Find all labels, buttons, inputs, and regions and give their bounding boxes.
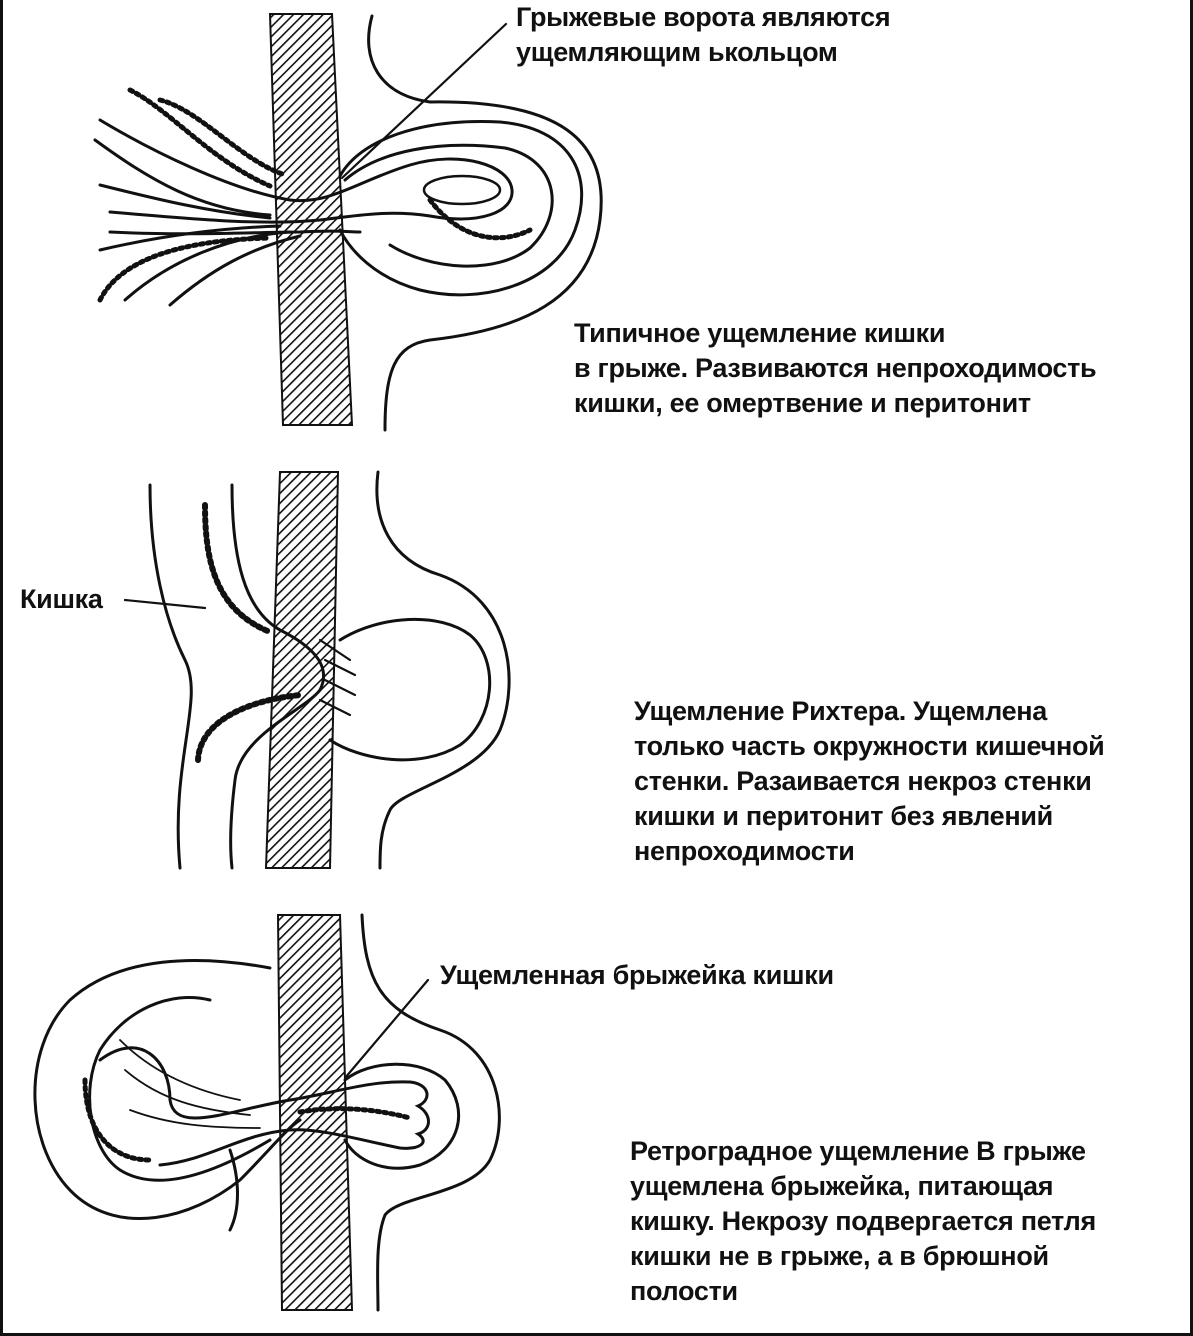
caption-line: кишки, ее омертвение и перитонит <box>574 388 1031 418</box>
caption-typical <box>574 316 1096 421</box>
caption-line: кишку. Некрозу подвергается петля <box>630 1206 1096 1236</box>
outer-skin-1 <box>369 16 602 430</box>
callout-line: Грыжевые ворота являются <box>516 2 891 32</box>
callout-line-1 <box>342 24 506 178</box>
panel-retrograde-drawing <box>35 915 499 1310</box>
caption-line: кишки не в грыже, а в брюшной <box>630 1241 1049 1271</box>
mesentery-3 <box>120 1040 260 1128</box>
panel-typical-drawing <box>95 14 601 430</box>
loop-lumen-1 <box>424 176 500 204</box>
caption-line: только часть окружности кишечной <box>634 731 1105 761</box>
caption-line: Ретроградное ущемление В грыже <box>630 1136 1086 1166</box>
caption-line: стенки. Разаивается некроз стенки <box>634 766 1092 796</box>
bowel-outer-2 <box>150 485 191 868</box>
caption-retrograde <box>630 1134 1096 1309</box>
callout-line: Ущемленная брыжейка кишки <box>440 960 834 990</box>
abdominal-wall-2 <box>266 472 338 868</box>
callout-line: ущемляющим ькольцом <box>516 37 838 67</box>
inner-sac-1 <box>345 145 552 266</box>
callout-hernia-ring <box>516 0 890 70</box>
panel-richter-drawing <box>125 472 509 868</box>
caption-line: непроходимости <box>634 836 855 866</box>
caption-richter <box>634 694 1104 869</box>
caption-line: полости <box>630 1276 738 1306</box>
callout-intestine <box>20 582 103 617</box>
caption-line: Типичное ущемление кишки <box>574 318 946 348</box>
caption-line: в грыже. Развиваются непроходимость <box>574 353 1097 383</box>
callout-line: Кишка <box>20 584 103 614</box>
caption-line: ущемлена брыжейка, питающая <box>630 1171 1054 1201</box>
hernia-sac-2 <box>330 619 490 759</box>
loop-wall-3 <box>85 1080 410 1160</box>
abdominal-wall-3 <box>278 915 352 1310</box>
caption-line: Ущемление Рихтера. Ущемлена <box>634 696 1048 726</box>
callout-mesentery <box>440 958 834 993</box>
hernia-sac-1 <box>340 122 582 295</box>
caption-line: кишки и перитонит без явлений <box>634 801 1053 831</box>
